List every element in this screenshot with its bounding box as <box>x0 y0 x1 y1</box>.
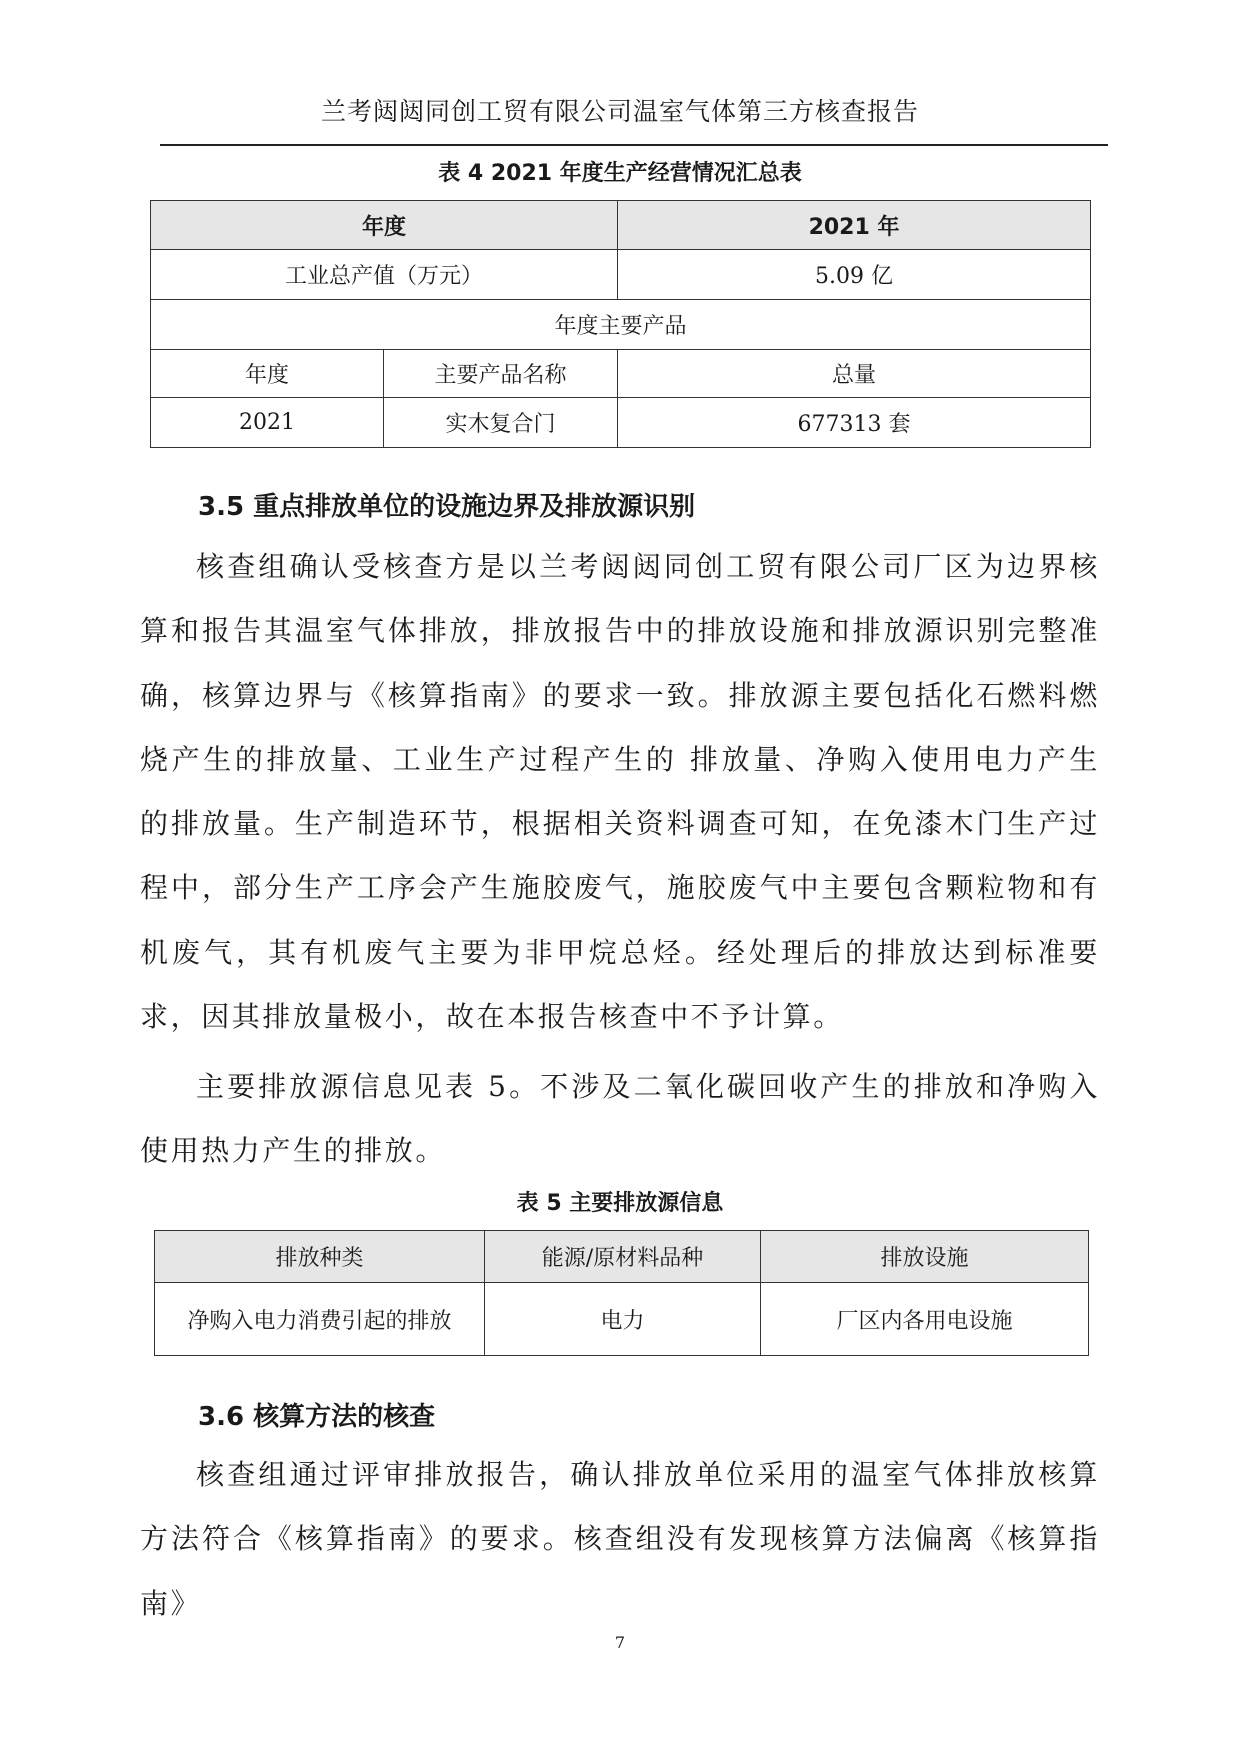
table4-year-value: 2021 年 <box>618 201 1091 250</box>
table4-output-value: 5.09 亿 <box>618 250 1091 300</box>
table4-products-heading: 年度主要产品 <box>151 300 1091 350</box>
page-number: 7 <box>614 1633 626 1652</box>
table5-col-facility: 排放设施 <box>761 1231 1089 1283</box>
table5-row-energy: 电力 <box>485 1283 761 1356</box>
table4-production-summary <box>150 200 1091 448</box>
table4-row-product: 实木复合门 <box>384 398 618 448</box>
table4-col-total: 总量 <box>618 350 1091 398</box>
table5-col-type: 排放种类 <box>155 1231 485 1283</box>
table4-caption: 表 4 2021 年度生产经营情况汇总表 <box>438 161 802 186</box>
table-row <box>151 250 1091 300</box>
table-row <box>151 300 1091 350</box>
section-3-6-title: 3.6 核算方法的核查 <box>198 1402 436 1432</box>
section-3-5-title: 3.5 重点排放单位的设施边界及排放源识别 <box>198 492 696 522</box>
table5-emission-sources <box>154 1230 1089 1356</box>
table5-col-energy: 能源/原材料品种 <box>485 1231 761 1283</box>
header-divider <box>160 144 1108 146</box>
table4-year-label: 年度 <box>151 201 618 250</box>
table-row <box>155 1283 1089 1356</box>
table-row <box>151 398 1091 448</box>
table4-row-year: 2021 <box>151 398 384 448</box>
table4-output-label: 工业总产值（万元） <box>151 250 618 300</box>
table4-col-year: 年度 <box>151 350 384 398</box>
table-row <box>151 350 1091 398</box>
table5-row-facility: 厂区内各用电设施 <box>761 1283 1089 1356</box>
section-3-5-paragraph-1: 核查组确认受核查方是以兰考闼闼同创工贸有限公司厂区为边界核算和报告其温室气体排放，排放报告中的排放设施和排放源识别完整准确，核算边界与《核算指南》的要求一致。排放源主要包括化石燃料燃烧产生的排放量、工业生产过程产生的 排放量、净购入使用电力产生的排放量。生产制造环节，根据相关资料调查可知，在免漆木门生产过程中，部分生产工序会产生施胶废气，施胶废气中主要包含颗粒物和有机废气，其有机废气主要为非甲烷总烃。经处理后的排放达到标准要求，因其排放量极小，故在本报告核查中不予计算。 <box>140 550 1100 1034</box>
table4-col-product: 主要产品名称 <box>384 350 618 398</box>
table5-row-type: 净购入电力消费引起的排放 <box>155 1283 485 1356</box>
table4-row-total: 677313 套 <box>618 398 1091 448</box>
table-row <box>155 1231 1089 1283</box>
report-header-title: 兰考闼闼同创工贸有限公司温室气体第三方核查报告 <box>320 97 919 126</box>
table5-caption: 表 5 主要排放源信息 <box>516 1191 724 1216</box>
table-row <box>151 201 1091 250</box>
section-3-6-paragraph-1: 核查组通过评审排放报告，确认排放单位采用的温室气体排放核算方法符合《核算指南》的要求。核查组没有发现核算方法偏离《核算指南》 <box>140 1458 1100 1620</box>
section-3-5-paragraph-2: 主要排放源信息见表 5。不涉及二氧化碳回收产生的排放和净购入使用热力产生的排放。 <box>140 1070 1100 1168</box>
